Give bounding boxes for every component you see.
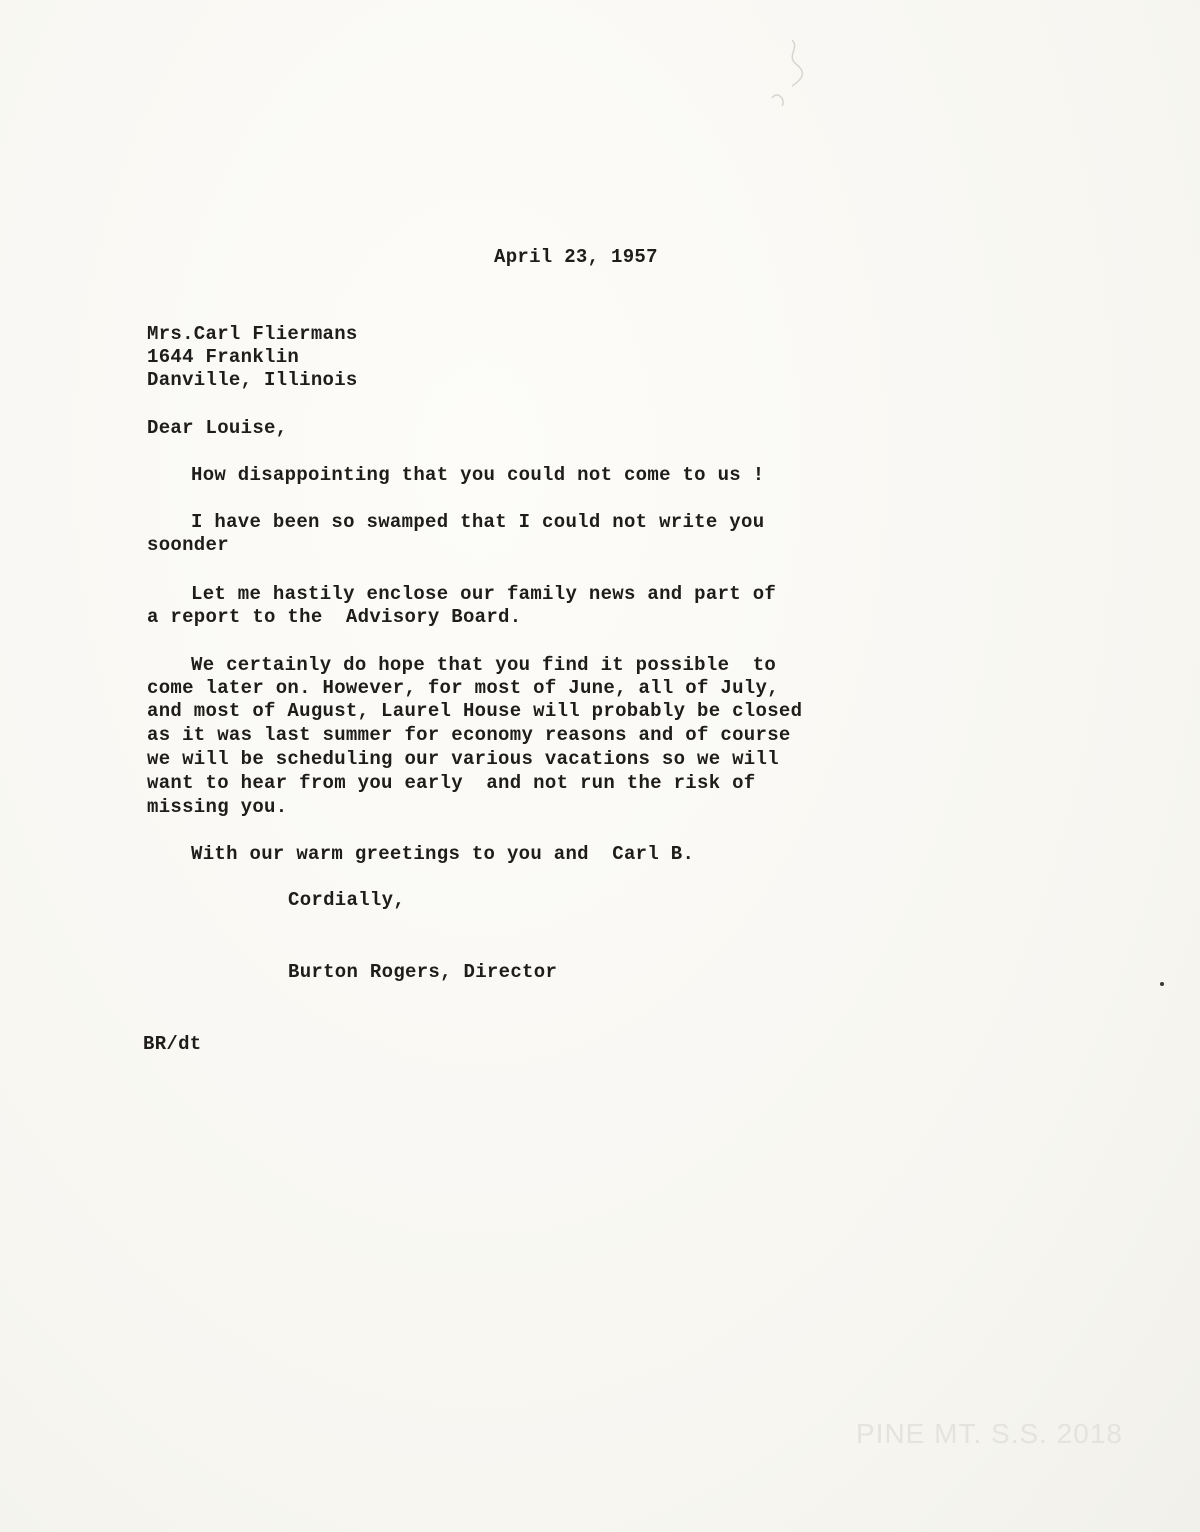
paragraph-4-line-6: want to hear from you early and not run the risk of bbox=[147, 772, 756, 794]
recipient-city: Danville, Illinois bbox=[147, 369, 358, 391]
recipient-street: 1644 Franklin bbox=[147, 346, 300, 368]
recipient-name: Mrs.Carl Fliermans bbox=[147, 323, 358, 345]
paragraph-2-line-2: soonder bbox=[147, 534, 229, 556]
paragraph-1-line-1: How disappointing that you could not come to us ! bbox=[191, 464, 765, 486]
paragraph-4-line-5: we will be scheduling our various vacations so we will bbox=[147, 748, 779, 770]
typist-initials: BR/dt bbox=[143, 1033, 202, 1055]
paper-fiber-mark bbox=[752, 38, 812, 108]
paper-speck bbox=[1160, 982, 1164, 986]
paragraph-4-line-1: We certainly do hope that you find it possible to bbox=[191, 654, 777, 676]
paragraph-3-line-1: Let me hastily enclose our family news and part of bbox=[191, 583, 777, 605]
signature: Burton Rogers, Director bbox=[288, 961, 558, 983]
paragraph-4-line-2: come later on. However, for most of June, all of July, bbox=[147, 677, 779, 699]
paragraph-5-line-1: With our warm greetings to you and Carl B. bbox=[191, 843, 695, 865]
paragraph-3-line-2: a report to the Advisory Board. bbox=[147, 606, 522, 628]
salutation: Dear Louise, bbox=[147, 417, 288, 439]
paragraph-4-line-7: missing you. bbox=[147, 796, 288, 818]
archive-watermark: PINE MT. S.S. 2018 bbox=[856, 1418, 1123, 1449]
letter-date: April 23, 1957 bbox=[494, 246, 658, 268]
paragraph-4-line-4: as it was last summer for economy reasons and of course bbox=[147, 724, 791, 746]
closing: Cordially, bbox=[288, 889, 406, 911]
paragraph-4-line-3: and most of August, Laurel House will probably be closed bbox=[147, 700, 803, 722]
paragraph-2-line-1: I have been so swamped that I could not write you bbox=[191, 511, 765, 533]
